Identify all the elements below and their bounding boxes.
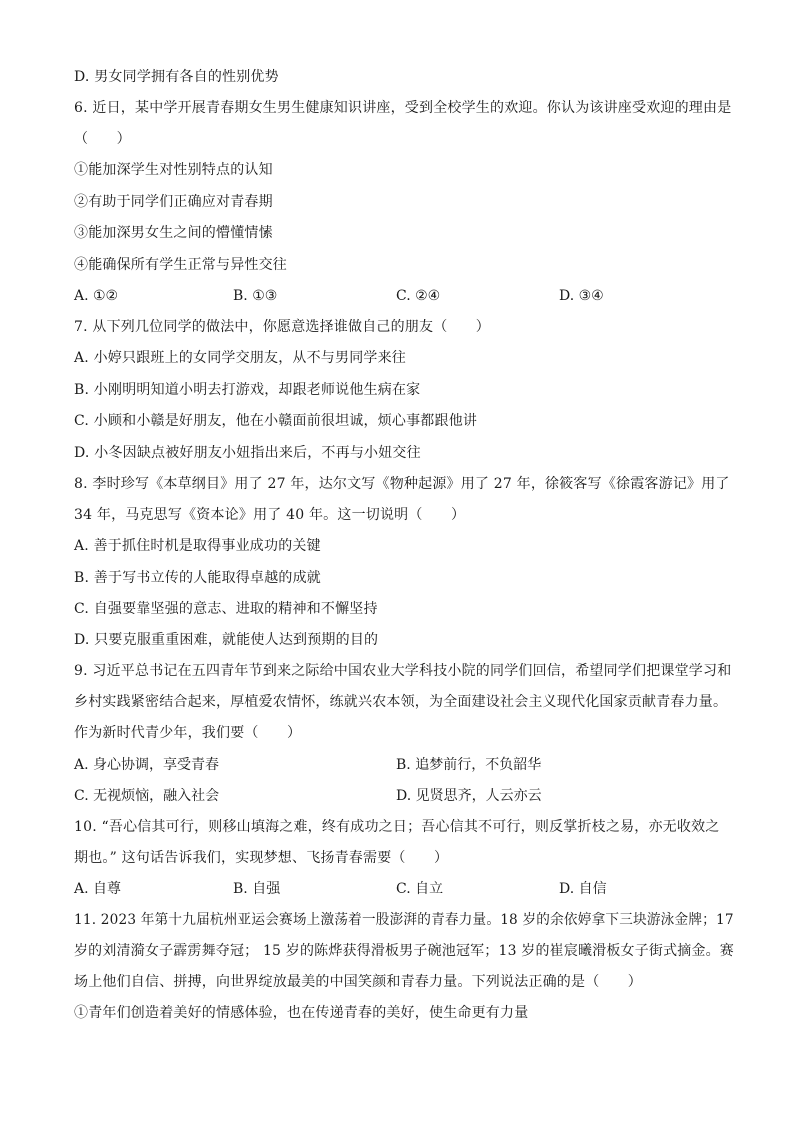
q11-statement-1: ①青年们创造着美好的情感体验，也在传递青春的美好，使生命更有力量 [74, 1005, 529, 1021]
q10-option-b: B. 自强 [233, 881, 281, 897]
q10-option-c: C. 自立 [396, 881, 444, 897]
q6-option-a: A. ①② [74, 288, 119, 304]
q6-stem-line2: （ ） [74, 131, 131, 147]
q6-statement-3: ③能加深男女生之间的懵懂情愫 [74, 225, 273, 241]
q8-option-c: C. 自强要靠坚强的意志、进取的精神和不懈坚持 [74, 601, 378, 617]
q9-option-b: B. 追梦前行，不负韶华 [396, 757, 542, 773]
q8-option-b: B. 善于写书立传的人能取得卓越的成就 [74, 570, 321, 586]
q10-stem-line1: 10. “吾心信其可行，则移山填海之难，终有成功之日；吾心信其不可行，则反掌折枝之易，亦无收效之 [74, 819, 720, 835]
q6-statement-4: ④能确保所有学生正常与异性交往 [74, 257, 287, 273]
q6-statement-1: ①能加深学生对性别特点的认知 [74, 162, 273, 178]
q10-option-d: D. 自信 [559, 881, 607, 897]
q9-option-a: A. 身心协调，享受青春 [74, 757, 220, 773]
q8-stem-line1: 8. 李时珍写《本草纲目》用了 27 年，达尔文写《物种起源》用了 27 年，徐筱客写《徐霞客游记》用了 [74, 476, 730, 492]
q11-stem-line1: 11. 2023 年第十九届杭州亚运会赛场上激荡着一股澎湃的青春力量。18 岁的余依婷拿下三块游泳金牌；17 [74, 912, 734, 928]
q6-option-d: D. ③④ [559, 288, 604, 304]
q10-stem-line2: 期也。” 这句话告诉我们，实现梦想、飞扬青春需要（ ） [74, 850, 449, 866]
q10-option-a: A. 自尊 [74, 881, 122, 897]
q9-stem-line2: 乡村实践紧密结合起来，厚植爱农情怀，练就兴农本领，为全面建设社会主义现代化国家贡献青春力量。 [74, 694, 728, 710]
q11-stem-line2: 岁的刘清漪女子霹雳舞夺冠； 15 岁的陈烨获得滑板男子碗池冠军；13 岁的崔宸曦滑板女子街式摘金。赛 [74, 943, 734, 959]
q9-option-d: D. 见贤思齐，人云亦云 [396, 788, 542, 804]
q7-option-a: A. 小婷只跟班上的女同学交朋友，从不与男同学来往 [74, 350, 407, 366]
q7-option-b: B. 小刚明明知道小明去打游戏，却跟老师说他生病在家 [74, 382, 421, 398]
q9-option-c: C. 无视烦恼，融入社会 [74, 788, 220, 804]
q6-option-b: B. ①③ [233, 288, 278, 304]
q9-stem-line3: 作为新时代青少年，我们要（ ） [74, 725, 302, 741]
q7-option-c: C. 小顾和小赣是好朋友，他在小赣面前很坦诚，烦心事都跟他讲 [74, 413, 478, 429]
q11-stem-line3: 场上他们自信、拼搏，向世界绽放最美的中国笑颜和青春力量。下列说法正确的是（ ） [74, 974, 642, 990]
q5-option-d: D. 男女同学拥有各自的性别优势 [74, 69, 279, 85]
q9-stem-line1: 9. 习近平总书记在五四青年节到来之际给中国农业大学科技小院的同学们回信，希望同学们把课堂学习和 [74, 663, 732, 679]
q8-stem-line2: 34 年，马克思写《资本论》用了 40 年。这一切说明（ ） [74, 507, 466, 523]
q7-option-d: D. 小冬因缺点被好朋友小妞指出来后，不再与小妞交往 [74, 445, 421, 461]
q7-stem: 7. 从下列几位同学的做法中，你愿意选择谁做自己的朋友（ ） [74, 319, 491, 335]
q6-stem-line1: 6. 近日，某中学开展青春期女生男生健康知识讲座，受到全校学生的欢迎。你认为该讲座受欢迎的理由是 [74, 100, 732, 116]
q6-option-c: C. ②④ [396, 288, 441, 304]
q8-option-d: D. 只要克服重重困难，就能使人达到预期的目的 [74, 632, 379, 648]
q8-option-a: A. 善于抓住时机是取得事业成功的关键 [74, 538, 321, 554]
q6-statement-2: ②有助于同学们正确应对青春期 [74, 194, 273, 210]
